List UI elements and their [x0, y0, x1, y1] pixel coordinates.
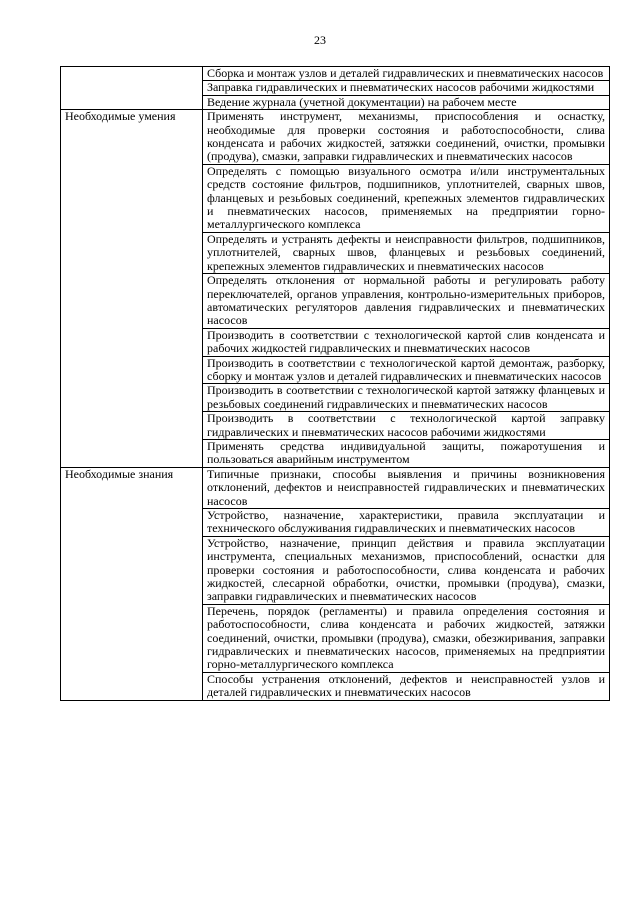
requirement-cell: Типичные признаки, способы выявления и причины возникновения отклонений, дефектов и неисправностей гидравлических и пневматических насосов [203, 467, 610, 508]
requirement-cell: Применять средства индивидуальной защиты, пожаротушения и пользоваться аварийным инструментом [203, 439, 610, 467]
table-body [61, 67, 610, 701]
requirement-cell: Производить в соответствии с технологической картой заправку гидравлических и пневматических насосов рабочими жидкостями [203, 412, 610, 440]
qualification-table [60, 66, 610, 701]
section-label: Необходимые знания [61, 467, 203, 700]
requirement-cell: Ведение журнала (учетной документации) на рабочем месте [203, 95, 610, 109]
requirement-cell: Определять с помощью визуального осмотра и/или инструментальных средств состояние фильтров, подшипников, уплотнителей, сварных швов, фланцевых и резьбовых соединений, крепежных элементов гидравлических и пневматических насосов, применяемых на предприятии горно-металлургического комплекса [203, 164, 610, 232]
requirement-cell: Применять инструмент, механизмы, приспособления и оснастку, необходимые для проверки состояния и работоспособности, слива конденсата и рабочих жидкостей, затяжки соединений, очистки, промывки (продува), смазки, заправки гидравлических и пневматических насосов [203, 110, 610, 165]
page-number: 23 [314, 33, 326, 47]
table-row [61, 67, 610, 81]
requirement-cell: Устройство, назначение, характеристики, правила эксплуатации и технического обслуживания гидравлических и пневматических насосов [203, 509, 610, 537]
requirement-cell: Перечень, порядок (регламенты) и правила определения состояния и работоспособности, слива конденсата и рабочих жидкостей, затяжки соединений, очистки, промывки (продува), смазки, обезжиривания, заправки гидравлических и пневматических насосов, применяемых на предприятии горно-металлургического комплекса [203, 604, 610, 672]
requirement-cell: Определять отклонения от нормальной работы и регулировать работу переключателей, органов управления, контрольно-измерительных приборов, автоматических регуляторов давления гидравлических и пневматических насосов [203, 274, 610, 329]
requirement-cell: Устройство, назначение, принцип действия и правила эксплуатации инструмента, специальных механизмов, приспособлений, оснастки для проверки состояния и работоспособности, слива конденсата и рабочих жидкостей, слесарной обработки, очистки, промывки (продува), смазки, заправки гидравлических и пневматических насосов [203, 536, 610, 604]
requirement-cell: Заправка гидравлических и пневматических насосов рабочими жидкостями [203, 81, 610, 95]
section-label: Необходимые умения [61, 110, 203, 468]
requirement-cell: Определять и устранять дефекты и неисправности фильтров, подшипников, уплотнителей, сварных швов, фланцевых и резьбовых соединений, крепежных элементов гидравлических и пневматических насосов [203, 232, 610, 273]
requirement-cell: Производить в соответствии с технологической картой слив конденсата и рабочих жидкостей гидравлических и пневматических насосов [203, 328, 610, 356]
table-row [61, 467, 610, 508]
requirement-cell: Производить в соответствии с технологической картой затяжку фланцевых и резьбовых соединений гидравлических и пневматических насосов [203, 384, 610, 412]
requirement-cell: Способы устранения отклонений, дефектов и неисправностей узлов и деталей гидравлических и пневматических насосов [203, 672, 610, 700]
table-row [61, 110, 610, 165]
requirement-cell: Сборка и монтаж узлов и деталей гидравлических и пневматических насосов [203, 67, 610, 81]
section-label [61, 67, 203, 110]
requirement-cell: Производить в соответствии с технологической картой демонтаж, разборку, сборку и монтаж узлов и деталей гидравлических и пневматических насосов [203, 356, 610, 384]
